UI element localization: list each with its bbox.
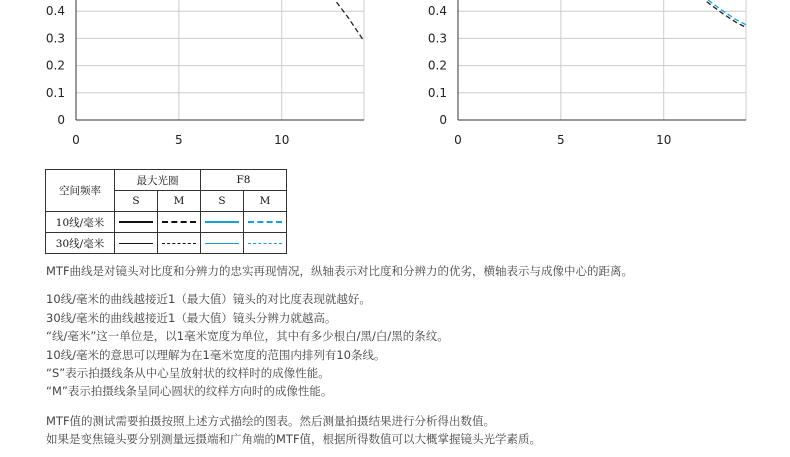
chart2-series-1-line bbox=[691, 0, 747, 28]
chart2-ytick-4: 0.4 bbox=[427, 4, 447, 19]
paragraph-test-method: MTF值的测试需要拍摄按照上述方式描绘的图表。然后测量拍摄结果进行分析得出数值。 bbox=[46, 413, 496, 428]
chart1-xtick-1: 5 bbox=[175, 133, 183, 147]
legend-swatch-10-s-max bbox=[115, 212, 158, 233]
chart2-ytick-3: 0.3 bbox=[427, 31, 447, 46]
legend-swatch-30-s-f8 bbox=[201, 233, 244, 254]
legend-header-spatial-frequency: 空间频率 bbox=[46, 170, 115, 212]
chart1-ytick-4: 0.4 bbox=[45, 4, 65, 19]
explanation-text bbox=[46, 262, 633, 449]
chart1-ytick-3: 0.3 bbox=[45, 31, 65, 46]
legend-swatch-10-s-f8 bbox=[201, 212, 244, 233]
paragraph-m-meaning: “M”表示拍摄线条呈同心圆状的纹样方向时的成像性能。 bbox=[46, 384, 333, 399]
chart2-ytick-0: 0 bbox=[439, 113, 447, 127]
mtf-legend-table bbox=[45, 169, 287, 254]
chart2-xtick-2: 10 bbox=[656, 133, 672, 147]
legend-col-s-f8: S bbox=[201, 191, 244, 212]
chart2-ytick-2: 0.2 bbox=[427, 58, 447, 73]
legend-header-max-aperture: 最大光圈 bbox=[115, 170, 201, 191]
legend-swatch-10-m-max bbox=[158, 212, 201, 233]
legend-swatch-30-m-max bbox=[158, 233, 201, 254]
paragraph-30lines: 30线/毫米的曲线越接近1（最大值）镜头分辨力就越高。 bbox=[46, 310, 337, 325]
paragraph-unit: “线/毫米”这一单位是，以1毫米宽度为单位，其中有多少根白/黑/白/黑的条纹。 bbox=[46, 329, 449, 344]
paragraph-10lines: 10线/毫米的曲线越接近1（最大值）镜头的对比度表现就越好。 bbox=[46, 292, 371, 307]
chart2-xtick-1: 5 bbox=[557, 133, 565, 147]
legend-row-10-label: 10线/毫米 bbox=[46, 212, 115, 233]
legend-col-s-max: S bbox=[115, 191, 158, 212]
paragraph-10lines-meaning: 10线/毫米的意思可以理解为在1毫米宽度的范围内排列有10条线。 bbox=[46, 347, 386, 362]
legend-swatch-30-s-max bbox=[115, 233, 158, 254]
chart2-ytick-1: 0.1 bbox=[427, 85, 447, 100]
chart1-xtick-2: 10 bbox=[274, 133, 290, 147]
chart2-xtick-0: 0 bbox=[454, 133, 462, 147]
legend-col-m-f8: M bbox=[244, 191, 287, 212]
chart1-xtick-0: 0 bbox=[72, 133, 80, 147]
paragraph-mtf-definition: MTF曲线是对镜头对比度和分辨力的忠实再现情况，纵轴表示对比度和分辨力的优劣，横轴表示与成像中心的距离。 bbox=[46, 264, 634, 278]
paragraph-s-meaning: “S”表示拍摄线条从中心呈放射状的纹样时的成像性能。 bbox=[46, 366, 330, 381]
chart2-series-2-line bbox=[691, 0, 747, 25]
mtf-charts bbox=[0, 0, 790, 160]
legend-col-m-max: M bbox=[158, 191, 201, 212]
chart1-ytick-0: 0 bbox=[57, 113, 65, 127]
legend-header-f8: F8 bbox=[201, 170, 287, 191]
paragraph-zoom-lens: 如果是变焦镜头要分别测量远摄端和广角端的MTF值，根据所得数值可以大概掌握镜头光学素质。 bbox=[46, 432, 542, 447]
chart1-ytick-2: 0.2 bbox=[45, 58, 65, 73]
chart1-ytick-1: 0.1 bbox=[45, 85, 65, 100]
legend-row-30-label: 30线/毫米 bbox=[46, 233, 115, 254]
legend-swatch-30-m-f8 bbox=[244, 233, 287, 254]
chart1-series-1-line bbox=[321, 0, 364, 41]
legend-swatch-10-m-f8 bbox=[244, 212, 287, 233]
